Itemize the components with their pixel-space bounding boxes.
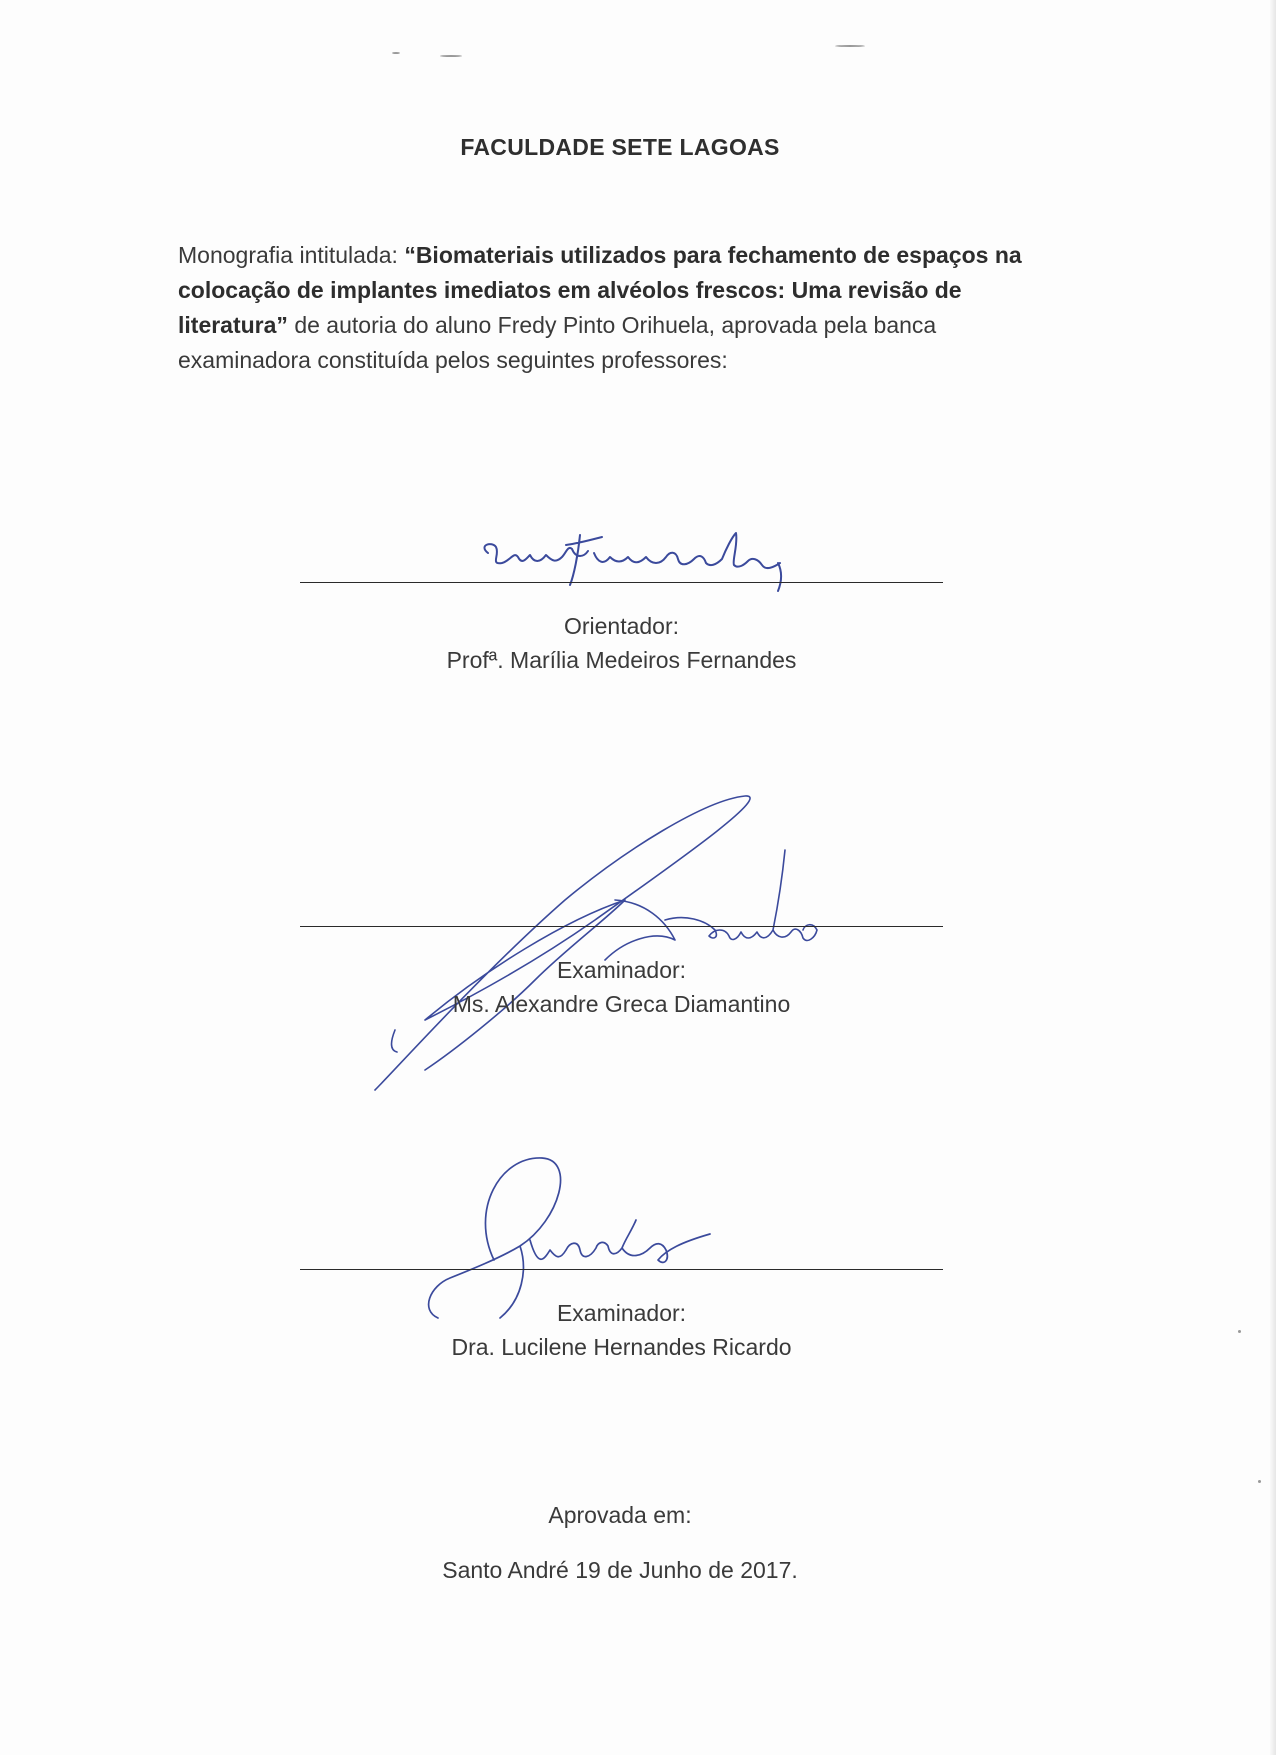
intro-suffix: de autoria do aluno Fredy Pinto Orihuela, aprovada pela banca examinadora constituída pelos seguintes professores: (178, 312, 937, 373)
institution-header: FACULDADE SETE LAGOAS (460, 134, 780, 160)
scan-speck (1238, 1330, 1241, 1333)
signatory-name: Profª. Marília Medeiros Fernandes (446, 647, 797, 673)
signatory-name: Ms. Alexandre Greca Diamantino (452, 991, 791, 1017)
signatory-role: Examinador: (556, 957, 687, 983)
signature-line (300, 582, 943, 583)
signature-line (300, 1269, 943, 1270)
signatory-examinador-2 (300, 1269, 943, 1364)
approval-date-label: Aprovada em: (548, 1502, 692, 1528)
signatory-orientador (300, 582, 943, 677)
signatory-name: Dra. Lucilene Hernandes Ricardo (451, 1334, 792, 1360)
signatory-role: Examinador: (556, 1300, 687, 1326)
signature-line (300, 926, 943, 927)
page-edge-shadow (1270, 0, 1276, 1755)
intro-prefix: Monografia intitulada: (178, 242, 405, 268)
signatory-role: Orientador: (563, 613, 680, 639)
monograph-title: “Biomateriais utilizados para fechamento de espaços na colocação de implantes imediatos em alvéolos frescos: Uma revisão de literatura” (178, 242, 1022, 338)
monograph-approval-paragraph (178, 238, 1070, 378)
scan-speck (440, 55, 462, 57)
signatory-examinador-1 (300, 926, 943, 1021)
scan-speck (392, 52, 400, 54)
approval-place-date: Santo André 19 de Junho de 2017. (442, 1557, 798, 1583)
scan-speck (835, 45, 865, 47)
scan-speck (1258, 1480, 1261, 1483)
